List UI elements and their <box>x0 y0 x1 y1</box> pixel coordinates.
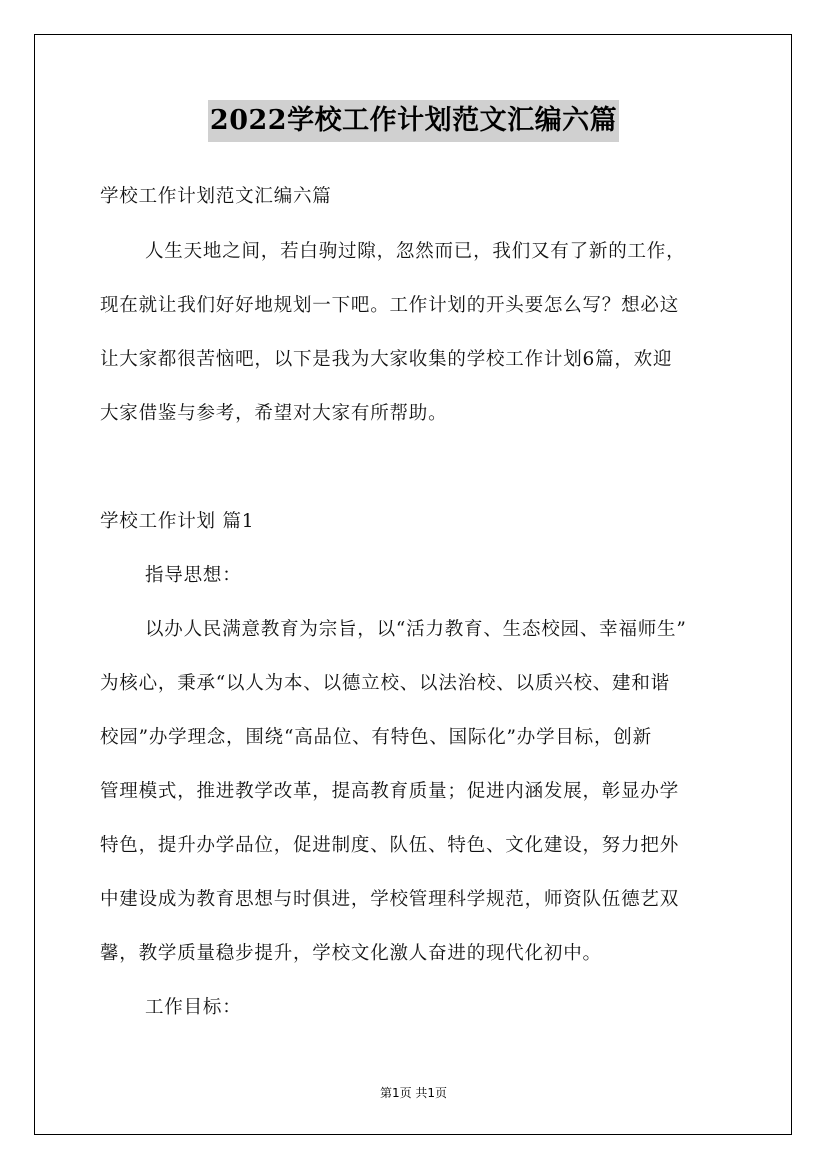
intro-line: 让大家都很苦恼吧，以下是我为大家收集的学校工作计划6篇，欢迎 <box>100 349 673 370</box>
intro-line: 现在就让我们好好地规划一下吧。工作计划的开头要怎么写？想必这 <box>100 295 680 316</box>
guiding-line: 校园”办学理念，围绕“高品位、有特色、国际化”办学目标，创新 <box>100 727 652 748</box>
title-container <box>0 100 827 142</box>
document-subtitle: 学校工作计划范文汇编六篇 <box>100 186 332 207</box>
guiding-line: 馨，教学质量稳步提升，学校文化激人奋进的现代化初中。 <box>100 943 602 964</box>
intro-line: 人生天地之间，若白驹过隙，忽然而已，我们又有了新的工作， <box>145 241 686 262</box>
section-heading: 学校工作计划 篇1 <box>100 511 255 532</box>
guiding-line: 管理模式，推进教学改革，提高教育质量；促进内涵发展，彰显办学 <box>100 781 680 802</box>
page-footer: 第1页 共1页 <box>379 1086 448 1100</box>
document-title: 2022学校工作计划范文汇编六篇 <box>208 100 619 142</box>
goals-label: 工作目标： <box>145 997 242 1018</box>
guiding-line: 中建设成为教育思想与时俱进，学校管理科学规范，师资队伍德艺双 <box>100 889 680 910</box>
guiding-line: 特色，提升办学品位，促进制度、队伍、特色、文化建设，努力把外 <box>100 835 680 856</box>
guiding-label: 指导思想： <box>145 565 242 586</box>
guiding-line: 为核心，秉承“以人为本、以德立校、以法治校、以质兴校、建和谐 <box>100 673 670 694</box>
guiding-line: 以办人民满意教育为宗旨，以“活力教育、生态校园、幸福师生” <box>145 619 687 640</box>
intro-line: 大家借鉴与参考，希望对大家有所帮助。 <box>100 403 448 424</box>
